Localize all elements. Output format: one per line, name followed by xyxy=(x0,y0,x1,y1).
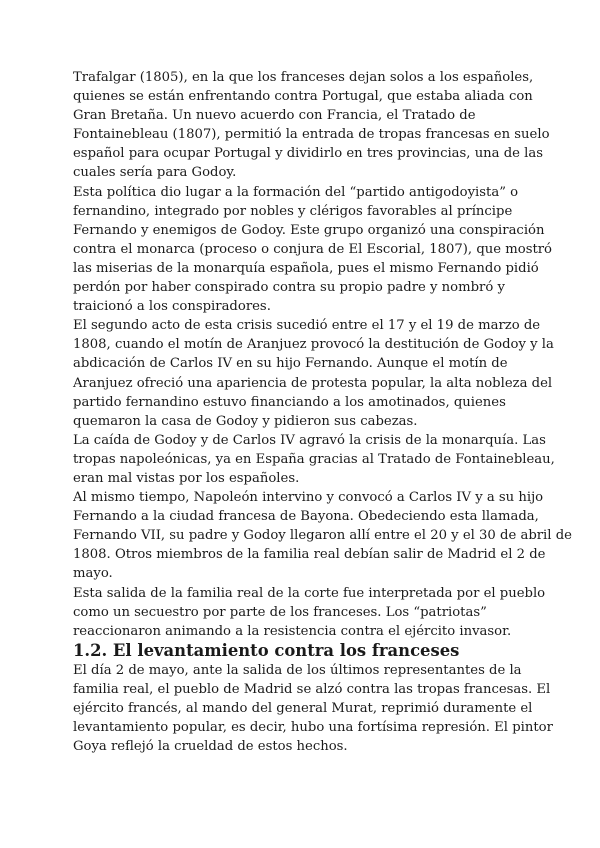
text-line: Esta salida de la familia real de la corte fue interpretada por el pueblo xyxy=(73,585,546,601)
text-line: Esta política dio lugar a la formación del “partido antigodoyista” o xyxy=(73,184,519,200)
text-line: perdón por haber conspirado contra su propio padre y nombró y xyxy=(73,280,505,296)
text-line: las miserias de la monarquía española, pues el mismo Fernando pidió xyxy=(73,260,539,276)
text-line: traicionó a los conspiradores. xyxy=(73,299,271,315)
text-line: eran mal vistas por los españoles. xyxy=(73,470,300,486)
text-line: Aranjuez ofreció una apariencia de protesta popular, la alta nobleza del xyxy=(73,375,553,391)
text-line: Fernando a la ciudad francesa de Bayona. Obedeciendo esta llamada, xyxy=(73,509,539,525)
body-before-heading xyxy=(73,68,572,641)
body-after-heading xyxy=(73,661,553,756)
paragraph xyxy=(73,584,546,641)
paragraph xyxy=(73,488,572,583)
text-line: cuales sería para Godoy. xyxy=(73,165,237,181)
document-page xyxy=(73,68,572,756)
text-line: español para ocupar Portugal y dividirlo en tres provincias, una de las xyxy=(73,146,544,162)
text-line: fernandino, integrado por nobles y clérigos favorables al príncipe xyxy=(73,203,513,219)
text-line: quemaron la casa de Godoy y pidieron sus cabezas. xyxy=(73,413,418,429)
text-line: quienes se están enfrentando contra Portugal, que estaba aliada con xyxy=(73,89,533,105)
paragraph xyxy=(73,316,554,431)
paragraph xyxy=(73,183,552,317)
paragraph xyxy=(73,68,550,183)
paragraph xyxy=(73,661,553,756)
text-line: Al mismo tiempo, Napoleón intervino y convocó a Carlos IV y a su hijo xyxy=(73,490,544,506)
text-line: como un secuestro por parte de los franceses. Los “patriotas” xyxy=(73,604,487,620)
text-line: partido fernandino estuvo financiando a los amotinados, quienes xyxy=(73,394,506,410)
text-line: Fernando y enemigos de Godoy. Este grupo organizó una conspiración xyxy=(73,222,545,238)
text-line: tropas napoleónicas, ya en España gracias al Tratado de Fontainebleau, xyxy=(73,451,555,467)
text-line: levantamiento popular, es decir, hubo una fortísima represión. El pintor xyxy=(73,720,553,736)
text-line: mayo. xyxy=(73,566,113,582)
text-line: La caída de Godoy y de Carlos IV agravó la crisis de la monarquía. Las xyxy=(73,432,546,448)
text-line: Fernando VII, su padre y Godoy llegaron allí entre el 20 y el 30 de abril de xyxy=(73,528,572,544)
text-line: Goya reflejó la crueldad de estos hechos. xyxy=(73,739,348,755)
text-line: El día 2 de mayo, ante la salida de los últimos representantes de la xyxy=(73,662,522,678)
text-line: Gran Bretaña. Un nuevo acuerdo con Francia, el Tratado de xyxy=(73,108,476,124)
section-heading: 1.2. El levantamiento contra los franceses xyxy=(73,640,460,660)
text-line: 1808, cuando el motín de Aranjuez provocó la destitución de Godoy y la xyxy=(73,337,554,353)
text-line: Fontainebleau (1807), permitió la entrada de tropas francesas en suelo xyxy=(73,127,550,143)
text-line: ejército francés, al mando del general Murat, reprimió duramente el xyxy=(73,701,533,716)
text-line: familia real, el pueblo de Madrid se alzó contra las tropas francesas. El xyxy=(73,681,551,697)
text-line: contra el monarca (proceso o conjura de El Escorial, 1807), que mostró xyxy=(73,241,552,257)
text-line: 1808. Otros miembros de la familia real debían salir de Madrid el 2 de xyxy=(73,547,546,563)
text-line: abdicación de Carlos IV en su hijo Fernando. Aunque el motín de xyxy=(73,356,508,372)
text-line: reaccionaron animando a la resistencia contra el ejército invasor. xyxy=(73,623,512,639)
text-line: Trafalgar (1805), en la que los franceses dejan solos a los españoles, xyxy=(73,70,534,85)
paragraph xyxy=(73,431,555,488)
text-line: El segundo acto de esta crisis sucedió entre el 17 y el 19 de marzo de xyxy=(73,318,541,334)
